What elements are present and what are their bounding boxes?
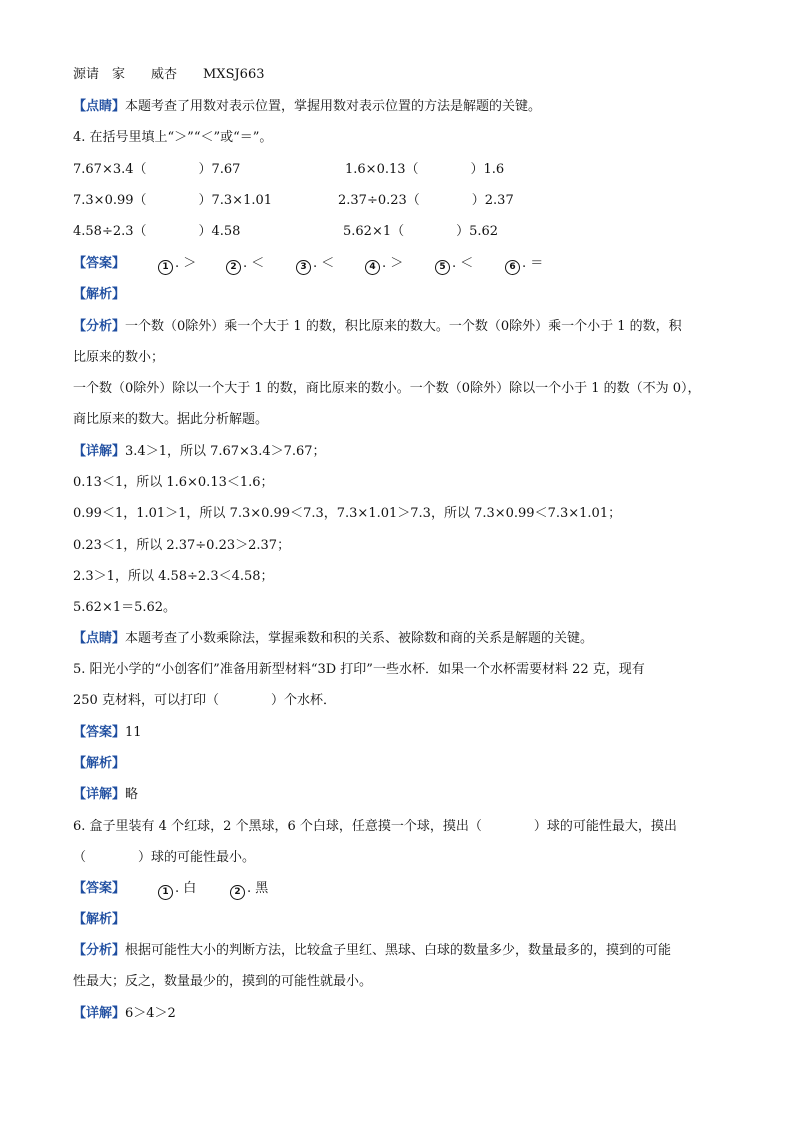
detail-text: 3.4＞1，所以 7.67×3.4＞7.67； <box>125 444 326 459</box>
q4-expr-2: 1.6×0.13（ ）1.6 <box>345 162 505 177</box>
q6-answer-1: 1 . 白 <box>158 880 196 900</box>
q4-expr-5: 4.58÷2.3（ ）4.58 <box>73 224 241 239</box>
q4-expr-4: 2.37÷0.23（ ）2.37 <box>338 193 514 208</box>
q4-jiexi-tag: 【解析】 <box>73 287 126 302</box>
circled-number: 2 <box>230 885 245 900</box>
answer-value: ＝ <box>530 256 544 271</box>
analysis-text: 一个数（0除外）乘一个大于 1 的数，积比原来的数大。一个数（0除外）乘一个小于 1 的数，积 <box>125 319 682 334</box>
tip-tag: 【点睛】 <box>73 631 126 646</box>
analysis-tag: 【分析】 <box>73 319 126 334</box>
q5-answer <box>73 724 142 742</box>
circled-number: 2 <box>226 260 241 275</box>
q4-expr-6: 5.62×1（ ）5.62 <box>343 224 499 239</box>
q4-answer-4: 4 . ＞ <box>365 255 403 275</box>
q5-detail <box>73 786 138 804</box>
q4-answer-1: 1 . ＞ <box>158 255 196 275</box>
circled-number: 5 <box>435 260 450 275</box>
answer-value: ＜ <box>460 256 474 271</box>
q6-analysis-1 <box>73 942 671 960</box>
q4-analysis-3: 一个数（0除外）除以一个大于 1 的数，商比原来的数小。一个数（0除外）除以一个小于 1 的数（不为 0）， <box>73 381 701 396</box>
q4-analysis-2: 比原来的数小； <box>73 350 165 365</box>
q6-detail <box>73 1005 176 1023</box>
detail-tag: 【详解】 <box>73 444 126 459</box>
q4-detail-6: 5.62×1＝5.62。 <box>73 600 177 615</box>
q6-answer-row <box>73 880 125 898</box>
q4-detail-3: 0.99＜1，1.01＞1，所以 7.3×0.99＜7.3，7.3×1.01＞7.3，所以 7.3×0.99＜7.3×1.01； <box>73 506 622 521</box>
q4-analysis-4: 商比原来的数大。据此分析解题。 <box>73 412 269 427</box>
q3-tip <box>73 98 541 116</box>
answer-value: 黑 <box>255 881 269 896</box>
q4-answer-2: 2 . ＜ <box>226 255 264 275</box>
detail-tag: 【详解】 <box>73 1006 126 1021</box>
circled-number: 4 <box>365 260 380 275</box>
q6-stem-1: 6. 盒子里装有 4 个红球，2 个黑球，6 个白球，任意摸一个球，摸出（ ）球的可能性最大，摸出 <box>73 819 677 834</box>
q4-answer-3: 3 . ＜ <box>296 255 334 275</box>
circled-number: 1 <box>158 260 173 275</box>
q5-stem-2: 250 克材料，可以打印（ ）个水杯． <box>73 693 336 708</box>
answer-value: 11 <box>125 725 142 740</box>
q4-tip <box>73 630 593 648</box>
tip-text: 本题考查了用数对表示位置，掌握用数对表示位置的方法是解题的关键。 <box>125 99 542 114</box>
answer-value: 白 <box>183 881 197 896</box>
analysis-tag: 【分析】 <box>73 943 126 958</box>
detail-tag: 【详解】 <box>73 787 126 802</box>
q4-detail-1 <box>73 443 326 461</box>
q6-stem-2: （ ）球的可能性最小。 <box>73 850 256 865</box>
q6-analysis-2: 性最大；反之，数量最少的，摸到的可能性就最小。 <box>73 974 373 989</box>
q4-answer-row <box>73 255 125 273</box>
analysis-text: 根据可能性大小的判断方法，比较盒子里红、黑球、白球的数量多少，数量最多的，摸到的可能 <box>125 943 672 958</box>
q4-expr-1: 7.67×3.4（ ）7.67 <box>73 162 241 177</box>
answer-value: ＜ <box>321 256 335 271</box>
q4-detail-4: 0.23＜1，所以 2.37÷0.23＞2.37； <box>73 538 291 553</box>
q5-stem-1: 5. 阳光小学的“小创客们”准备用新型材料“3D 打印”一些水杯．如果一个水杯需要材料 22 克，现有 <box>73 662 645 677</box>
q5-jiexi-tag: 【解析】 <box>73 756 126 771</box>
circled-number: 6 <box>505 260 520 275</box>
answer-tag: 【答案】 <box>73 881 126 896</box>
circled-number: 3 <box>296 260 311 275</box>
q4-analysis-1 <box>73 318 682 336</box>
q6-jiexi-tag: 【解析】 <box>73 912 126 927</box>
q4-answer-6: 6 . ＝ <box>505 255 543 275</box>
detail-text: 略 <box>125 787 139 802</box>
q4-expr-3: 7.3×0.99（ ）7.3×1.01 <box>73 193 273 208</box>
detail-text: 6＞4＞2 <box>125 1006 176 1021</box>
tip-text: 本题考查了小数乘除法，掌握乘数和积的关系、被除数和商的关系是解题的关键。 <box>125 631 594 646</box>
q4-detail-5: 2.3＞1，所以 4.58÷2.3＜4.58； <box>73 569 274 584</box>
answer-value: ＞ <box>390 256 404 271</box>
answer-value: ＞ <box>183 256 197 271</box>
q4-answer-5: 5 . ＜ <box>435 255 473 275</box>
tip-tag: 【点睛】 <box>73 99 126 114</box>
answer-value: ＜ <box>251 256 265 271</box>
page-header: 源请 家 威杏 MXSJ663 <box>73 67 265 82</box>
q6-answer-2: 2 . 黑 <box>230 880 268 900</box>
answer-tag: 【答案】 <box>73 725 126 740</box>
q4-detail-2: 0.13＜1，所以 1.6×0.13＜1.6； <box>73 475 274 490</box>
answer-tag: 【答案】 <box>73 256 126 271</box>
circled-number: 1 <box>158 885 173 900</box>
q4-stem: 4. 在括号里填上“＞”“＜”或“＝”。 <box>73 130 273 145</box>
